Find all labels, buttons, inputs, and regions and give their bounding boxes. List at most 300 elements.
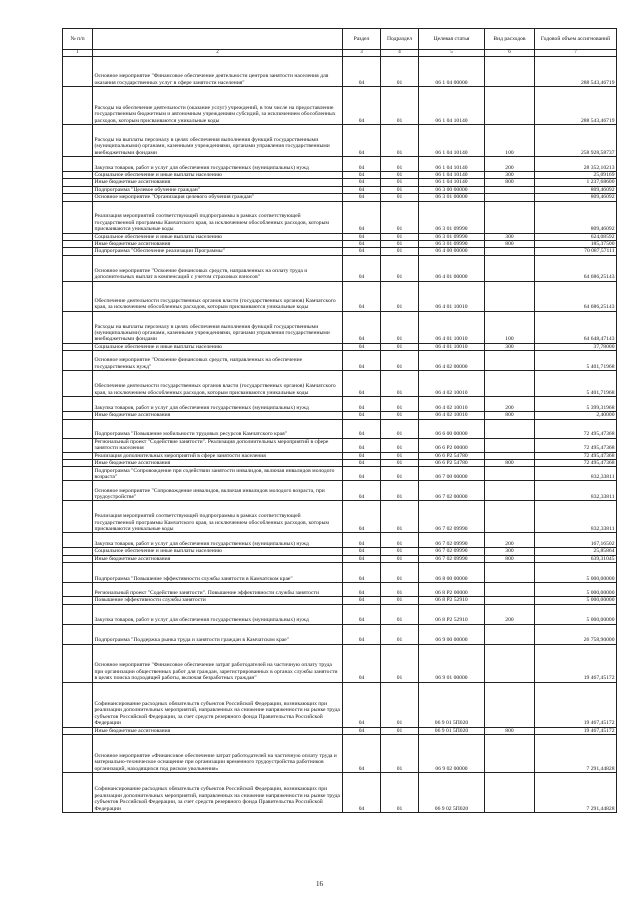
cell-expense-type: [485, 501, 535, 533]
column-number: 5: [419, 50, 485, 57]
cell-subsection: 01: [381, 397, 419, 412]
cell-target: 06 4 00 00000: [419, 248, 485, 255]
cell-num: [63, 624, 93, 644]
table-row: [63, 125, 617, 157]
cell-amount: 5 399,31968: [535, 397, 617, 412]
cell-section: 04: [343, 371, 381, 397]
cell-section: 04: [343, 351, 381, 371]
cell-amount: 5 000,00000: [535, 583, 617, 597]
cell-name: Основное мероприятие "Освоение финансовых средств, направленных на обеспечение государственных нужд": [93, 351, 343, 371]
cell-section: 04: [343, 194, 381, 201]
cell-target: 06 3 01 00000: [419, 194, 485, 201]
cell-name: Реализация дополнительных мероприятий в сфере занятости населения: [93, 452, 343, 459]
cell-name: Социальное обеспечение и иные выплаты населению: [93, 172, 343, 179]
cell-expense-type: 200: [485, 397, 535, 412]
cell-num: [63, 501, 93, 533]
cell-num: [63, 597, 93, 604]
cell-target: 06 4 02 10010: [419, 397, 485, 412]
cell-subsection: 01: [381, 727, 419, 734]
cell-expense-type: 800: [485, 460, 535, 467]
cell-subsection: 01: [381, 343, 419, 350]
cell-name: Подпрограмма "Повышение мобильности трудовых ресурсов Камчатского края": [93, 419, 343, 438]
cell-name: Основное мероприятие "Сопровождение инвалидов, включая инвалидов молодого возраста, при трудоустройстве": [93, 481, 343, 501]
header-name: [93, 29, 343, 50]
cell-target: 06 8 P2 52910: [419, 604, 485, 624]
cell-amount: 5 401,71968: [535, 371, 617, 397]
cell-num: [63, 343, 93, 350]
cell-name: Подпрограмма "Поддержка рынка труда и занятости граждан в Камчатском крае": [93, 624, 343, 644]
cell-subsection: 01: [381, 481, 419, 501]
cell-name: Обеспечение деятельности государственных органов власти (государственных органов) Камчатского края, за исключением обособленных расходов, которым присваиваются уникальные коды: [93, 281, 343, 311]
cell-target: 06 4 01 10010: [419, 311, 485, 343]
cell-amount: 185,37500: [535, 241, 617, 248]
cell-expense-type: 200: [485, 604, 535, 624]
cell-name: Софинансирование расходных обязательств субъектов Российской Федерации, возникающих при реализации дополнительных мероприятий, направленных на снижение напряженности на рынке труда субъектов Российской Федерации, за счет средств резервного фонда Правительства Российской Федерации: [93, 773, 343, 813]
cell-subsection: 01: [381, 533, 419, 548]
cell-name: Закупка товаров, работ и услуг для обеспечения государственных (муниципальных) нужд: [93, 397, 343, 412]
header-target: Целевая статья: [419, 29, 485, 50]
table-row: [63, 481, 617, 501]
header-subsection: Подраздел: [381, 29, 419, 50]
page-number: 16: [316, 880, 323, 888]
cell-subsection: 01: [381, 604, 419, 624]
cell-expense-type: [485, 644, 535, 682]
cell-section: 04: [343, 727, 381, 734]
table-row: [63, 501, 617, 533]
cell-target: 06 6 P2 54780: [419, 460, 485, 467]
cell-section: 04: [343, 57, 381, 87]
cell-amount: 26 758,90000: [535, 624, 617, 644]
cell-section: 04: [343, 563, 381, 583]
table-row: [63, 201, 617, 233]
cell-target: 06 4 01 00000: [419, 255, 485, 281]
cell-target: 06 4 02 00000: [419, 351, 485, 371]
cell-num: [63, 125, 93, 157]
cell-target: 06 9 01 5П020: [419, 682, 485, 727]
cell-section: 04: [343, 735, 381, 773]
cell-num: [63, 179, 93, 186]
cell-name: Реализация мероприятий соответствующей подпрограммы в рамках соответствующей государственной программы Камчатского края, за исключением обособленных расходов, которым присваиваются уникальные коды: [93, 201, 343, 233]
table-row: [63, 438, 617, 452]
cell-name: Региональный проект "Содействие занятости". Повышение эффективности службы занятости: [93, 583, 343, 597]
cell-section: 04: [343, 773, 381, 813]
table-row: [63, 397, 617, 412]
column-number: 3: [343, 50, 381, 57]
cell-subsection: 01: [381, 555, 419, 562]
cell-amount: 809,46092: [535, 186, 617, 193]
cell-name: Закупка товаров, работ и услуг для обеспечения государственных (муниципальных) нужд: [93, 157, 343, 172]
table-row: [63, 186, 617, 193]
cell-name: Региональный проект "Содействие занятости". Реализация дополнительных мероприятий в сфере занятости населения: [93, 438, 343, 452]
table-row: [63, 555, 617, 562]
cell-section: 04: [343, 157, 381, 172]
cell-section: 04: [343, 233, 381, 240]
cell-subsection: 01: [381, 233, 419, 240]
cell-expense-type: 200: [485, 533, 535, 548]
cell-section: 04: [343, 179, 381, 186]
cell-amount: 167,16502: [535, 533, 617, 548]
budget-table: [62, 28, 617, 813]
cell-section: 04: [343, 460, 381, 467]
cell-amount: 28 352,10213: [535, 157, 617, 172]
cell-amount: 70 087,57111: [535, 248, 617, 255]
table-row: [63, 682, 617, 727]
cell-amount: 809,46092: [535, 194, 617, 201]
cell-subsection: 01: [381, 467, 419, 481]
cell-expense-type: 300: [485, 233, 535, 240]
cell-target: 06 6 P2 54780: [419, 452, 485, 459]
cell-name: Основное мероприятие "Организация целевого обучения граждан": [93, 194, 343, 201]
cell-expense-type: 800: [485, 241, 535, 248]
cell-subsection: 01: [381, 194, 419, 201]
cell-subsection: 01: [381, 311, 419, 343]
cell-amount: 624,08592: [535, 233, 617, 240]
column-number: 4: [381, 50, 419, 57]
cell-amount: 37,78000: [535, 343, 617, 350]
cell-target: 06 9 01 00000: [419, 644, 485, 682]
cell-target: 06 3 01 09990: [419, 201, 485, 233]
cell-section: 04: [343, 548, 381, 555]
cell-section: 04: [343, 682, 381, 727]
cell-num: [63, 186, 93, 193]
cell-target: 06 4 02 10010: [419, 412, 485, 419]
cell-expense-type: 800: [485, 412, 535, 419]
cell-subsection: 01: [381, 241, 419, 248]
cell-subsection: 01: [381, 255, 419, 281]
cell-name: Подпрограмма "Повышение эффективности службы занятости в Камчатском крае": [93, 563, 343, 583]
cell-expense-type: [485, 87, 535, 125]
cell-target: 06 6 00 00000: [419, 419, 485, 438]
table-row: [63, 533, 617, 548]
cell-amount: 7 291,44828: [535, 773, 617, 813]
table-row: [63, 194, 617, 201]
cell-section: 04: [343, 419, 381, 438]
cell-target: 06 7 02 09990: [419, 548, 485, 555]
cell-name: Иные бюджетные ассигнования: [93, 241, 343, 248]
cell-num: [63, 735, 93, 773]
cell-target: 06 9 01 5П020: [419, 727, 485, 734]
cell-target: 06 7 02 00000: [419, 481, 485, 501]
table-row: [63, 343, 617, 350]
cell-target: 06 4 01 10010: [419, 343, 485, 350]
cell-expense-type: 800: [485, 179, 535, 186]
cell-subsection: 01: [381, 563, 419, 583]
cell-num: [63, 548, 93, 555]
column-number: 1: [63, 50, 93, 57]
table-row: [63, 583, 617, 597]
column-number: 2: [93, 50, 343, 57]
cell-subsection: 01: [381, 157, 419, 172]
cell-name: Социальное обеспечение и иные выплаты населению: [93, 548, 343, 555]
cell-subsection: 01: [381, 460, 419, 467]
cell-num: [63, 201, 93, 233]
cell-subsection: 01: [381, 597, 419, 604]
cell-section: 04: [343, 583, 381, 597]
cell-num: [63, 87, 93, 125]
cell-section: 04: [343, 452, 381, 459]
cell-amount: 72 495,47368: [535, 419, 617, 438]
cell-expense-type: [485, 481, 535, 501]
cell-expense-type: [485, 682, 535, 727]
table-row: [63, 624, 617, 644]
cell-section: 04: [343, 624, 381, 644]
cell-expense-type: 800: [485, 555, 535, 562]
cell-section: 04: [343, 281, 381, 311]
cell-expense-type: [485, 201, 535, 233]
cell-num: [63, 563, 93, 583]
cell-subsection: 01: [381, 412, 419, 419]
header-amount: Годовой объем ассигнований: [535, 29, 617, 50]
cell-target: 06 1 04 10140: [419, 125, 485, 157]
cell-expense-type: 800: [485, 727, 535, 734]
cell-amount: 19 467,45172: [535, 682, 617, 727]
cell-section: 04: [343, 186, 381, 193]
cell-name: Обеспечение деятельности государственных органов власти (государственных органов) Камчатского края, за исключением обособленных расходов, которым присваиваются уникальные коды: [93, 371, 343, 397]
cell-amount: 832,33811: [535, 467, 617, 481]
cell-num: [63, 57, 93, 87]
cell-num: [63, 157, 93, 172]
cell-subsection: 01: [381, 281, 419, 311]
cell-expense-type: [485, 186, 535, 193]
table-row: [63, 597, 617, 604]
cell-amount: 5 401,71968: [535, 351, 617, 371]
cell-section: 04: [343, 311, 381, 343]
cell-target: 06 9 02 00000: [419, 735, 485, 773]
cell-name: Иные бюджетные ассигнования: [93, 460, 343, 467]
column-number: 7: [535, 50, 617, 57]
cell-num: [63, 351, 93, 371]
cell-name: Иные бюджетные ассигнования: [93, 412, 343, 419]
cell-num: [63, 412, 93, 419]
cell-amount: 64 686,25143: [535, 255, 617, 281]
cell-subsection: 01: [381, 644, 419, 682]
cell-num: [63, 467, 93, 481]
cell-section: 04: [343, 201, 381, 233]
table-row: [63, 563, 617, 583]
cell-name: Основное мероприятие «Финансовое обеспечение затрат работодателей на частичную оплату труда и материально-техническое оснащение при организации временного трудоустройства работников организаций, находящихся под риском увольнения»: [93, 735, 343, 773]
cell-subsection: 01: [381, 125, 419, 157]
cell-amount: 64 648,47143: [535, 311, 617, 343]
cell-name: Подпрограмма "Обеспечение реализации Программы": [93, 248, 343, 255]
cell-amount: 5 000,00000: [535, 563, 617, 583]
cell-name: Реализация мероприятий соответствующей подпрограммы в рамках соответствующей государственной программы Камчатского края, за исключением обособленных расходов, которым присваиваются уникальные коды: [93, 501, 343, 533]
cell-expense-type: [485, 773, 535, 813]
cell-num: [63, 583, 93, 597]
cell-subsection: 01: [381, 179, 419, 186]
cell-expense-type: 200: [485, 157, 535, 172]
cell-section: 04: [343, 533, 381, 548]
cell-num: [63, 233, 93, 240]
cell-subsection: 01: [381, 248, 419, 255]
cell-target: 06 1 04 10140: [419, 157, 485, 172]
cell-expense-type: 300: [485, 548, 535, 555]
cell-name: Социальное обеспечение и иные выплаты населению: [93, 233, 343, 240]
table-row: [63, 460, 617, 467]
table-row: [63, 157, 617, 172]
cell-num: [63, 419, 93, 438]
table-row: [63, 604, 617, 624]
cell-amount: 1 237,68600: [535, 179, 617, 186]
cell-num: [63, 311, 93, 343]
cell-name: Иные бюджетные ассигнования: [93, 179, 343, 186]
cell-name: Социальное обеспечение и иные выплаты населению: [93, 343, 343, 350]
cell-expense-type: 100: [485, 311, 535, 343]
cell-amount: 72 495,47368: [535, 452, 617, 459]
cell-expense-type: [485, 583, 535, 597]
cell-section: 04: [343, 555, 381, 562]
cell-amount: 72 495,47368: [535, 438, 617, 452]
cell-subsection: 01: [381, 624, 419, 644]
cell-name: Закупка товаров, работ и услуг для обеспечения государственных (муниципальных) нужд: [93, 604, 343, 624]
cell-num: [63, 773, 93, 813]
cell-expense-type: [485, 371, 535, 397]
cell-num: [63, 255, 93, 281]
cell-expense-type: 300: [485, 172, 535, 179]
cell-name: Повышение эффективности службы занятости: [93, 597, 343, 604]
cell-target: 06 8 P2 00000: [419, 583, 485, 597]
cell-expense-type: [485, 255, 535, 281]
cell-name: Основное мероприятие "Финансовое обеспечение деятельности центров занятости населения для оказания государственных услуг в сфере занятости населения": [93, 57, 343, 87]
cell-amount: 832,33811: [535, 501, 617, 533]
cell-amount: 72 495,47368: [535, 460, 617, 467]
cell-amount: 64 686,25143: [535, 281, 617, 311]
cell-section: 04: [343, 125, 381, 157]
cell-amount: 19 467,45172: [535, 727, 617, 734]
cell-name: Подпрограмма "Целевое обучение граждан": [93, 186, 343, 193]
table-row: [63, 281, 617, 311]
cell-target: 06 4 02 10010: [419, 371, 485, 397]
cell-num: [63, 241, 93, 248]
cell-num: [63, 604, 93, 624]
table-row: [63, 57, 617, 87]
cell-expense-type: [485, 419, 535, 438]
cell-name: Расходы на выплаты персоналу в целях обеспечения выполнения функций государственными (муниципальными) органами, казенными учреждениями, органами управления государственными внебюджетными фондами: [93, 311, 343, 343]
cell-amount: 258 928,58737: [535, 125, 617, 157]
cell-section: 04: [343, 172, 381, 179]
table-row: [63, 419, 617, 438]
cell-num: [63, 397, 93, 412]
cell-expense-type: [485, 281, 535, 311]
cell-name: Основное мероприятие "Финансовое обеспечение затрат работодателей на частичную оплату труда при организации общественных работ для граждан, зарегистрированных в органах службы занятости в целях поиска подходящей работы, включая безработных граждан": [93, 644, 343, 682]
cell-expense-type: [485, 57, 535, 87]
cell-section: 04: [343, 438, 381, 452]
cell-subsection: 01: [381, 548, 419, 555]
cell-num: [63, 644, 93, 682]
cell-subsection: 01: [381, 57, 419, 87]
cell-subsection: 01: [381, 682, 419, 727]
cell-target: 06 3 01 09990: [419, 233, 485, 240]
cell-subsection: 01: [381, 172, 419, 179]
cell-target: 06 3 01 09990: [419, 241, 485, 248]
cell-amount: 2,40000: [535, 412, 617, 419]
cell-subsection: 01: [381, 351, 419, 371]
table-row: [63, 452, 617, 459]
cell-num: [63, 194, 93, 201]
cell-num: [63, 438, 93, 452]
cell-subsection: 01: [381, 186, 419, 193]
cell-target: 06 9 02 5П020: [419, 773, 485, 813]
cell-name: Софинансирование расходных обязательств субъектов Российской Федерации, возникающих при реализации дополнительных мероприятий, направленных на снижение напряженности на рынке труда субъектов Российской Федерации, за счет средств резервного фонда Правительства Российской Федерации: [93, 682, 343, 727]
cell-target: 06 1 04 00000: [419, 57, 485, 87]
cell-subsection: 01: [381, 438, 419, 452]
cell-expense-type: 100: [485, 125, 535, 157]
table-row: [63, 467, 617, 481]
cell-expense-type: [485, 597, 535, 604]
table-row: [63, 87, 617, 125]
cell-target: 06 3 00 00000: [419, 186, 485, 193]
cell-expense-type: [485, 467, 535, 481]
cell-subsection: 01: [381, 201, 419, 233]
cell-target: 06 1 04 10140: [419, 87, 485, 125]
cell-name: Расходы на выплаты персоналу в целях обеспечения выполнения функций государственными (муниципальными) органами, казенными учреждениями, органами управления государственными внебюджетными фондами: [93, 125, 343, 157]
cell-target: 06 1 04 10140: [419, 179, 485, 186]
table-row: [63, 351, 617, 371]
table-row: [63, 548, 617, 555]
cell-section: 04: [343, 644, 381, 682]
cell-name: Закупка товаров, работ и услуг для обеспечения государственных (муниципальных) нужд: [93, 533, 343, 548]
table-row: [63, 412, 617, 419]
cell-section: 04: [343, 481, 381, 501]
table-row: [63, 371, 617, 397]
cell-section: 04: [343, 241, 381, 248]
cell-expense-type: [485, 452, 535, 459]
table-body: [63, 57, 617, 813]
cell-expense-type: 300: [485, 343, 535, 350]
cell-expense-type: [485, 735, 535, 773]
cell-expense-type: [485, 194, 535, 201]
cell-subsection: 01: [381, 87, 419, 125]
cell-section: 04: [343, 412, 381, 419]
cell-subsection: 01: [381, 452, 419, 459]
table-row: [63, 773, 617, 813]
cell-amount: 5 000,00000: [535, 597, 617, 604]
cell-target: 06 7 02 09990: [419, 533, 485, 548]
cell-amount: 288 543,46719: [535, 87, 617, 125]
table-row: [63, 644, 617, 682]
cell-amount: 639,31045: [535, 555, 617, 562]
cell-name: Расходы на обеспечение деятельности (оказание услуг) учреждений, в том числе на предоставление государственным бюджетным и автономным учреждениям субсидий, за исключением обособленных расходов, которым присваиваются уникальные коды: [93, 87, 343, 125]
cell-num: [63, 371, 93, 397]
header-num: № п/п: [63, 29, 93, 50]
cell-num: [63, 281, 93, 311]
cell-target: 06 1 04 10140: [419, 172, 485, 179]
table-row: [63, 311, 617, 343]
cell-num: [63, 172, 93, 179]
header-section: Раздел: [343, 29, 381, 50]
cell-subsection: 01: [381, 773, 419, 813]
cell-amount: 832,33811: [535, 481, 617, 501]
cell-expense-type: [485, 351, 535, 371]
table-row: [63, 233, 617, 240]
cell-section: 04: [343, 87, 381, 125]
cell-num: [63, 460, 93, 467]
cell-subsection: 01: [381, 735, 419, 773]
cell-target: 06 7 00 00000: [419, 467, 485, 481]
table-row: [63, 241, 617, 248]
cell-section: 04: [343, 248, 381, 255]
cell-target: 06 9 00 00000: [419, 624, 485, 644]
table-row: [63, 248, 617, 255]
cell-section: 04: [343, 597, 381, 604]
cell-name: Иные бюджетные ассигнования: [93, 555, 343, 562]
cell-target: 06 7 02 09990: [419, 501, 485, 533]
cell-subsection: 01: [381, 419, 419, 438]
cell-target: 06 8 00 00000: [419, 563, 485, 583]
cell-target: 06 4 01 10010: [419, 281, 485, 311]
cell-amount: 5 000,00000: [535, 604, 617, 624]
cell-num: [63, 533, 93, 548]
cell-subsection: 01: [381, 371, 419, 397]
